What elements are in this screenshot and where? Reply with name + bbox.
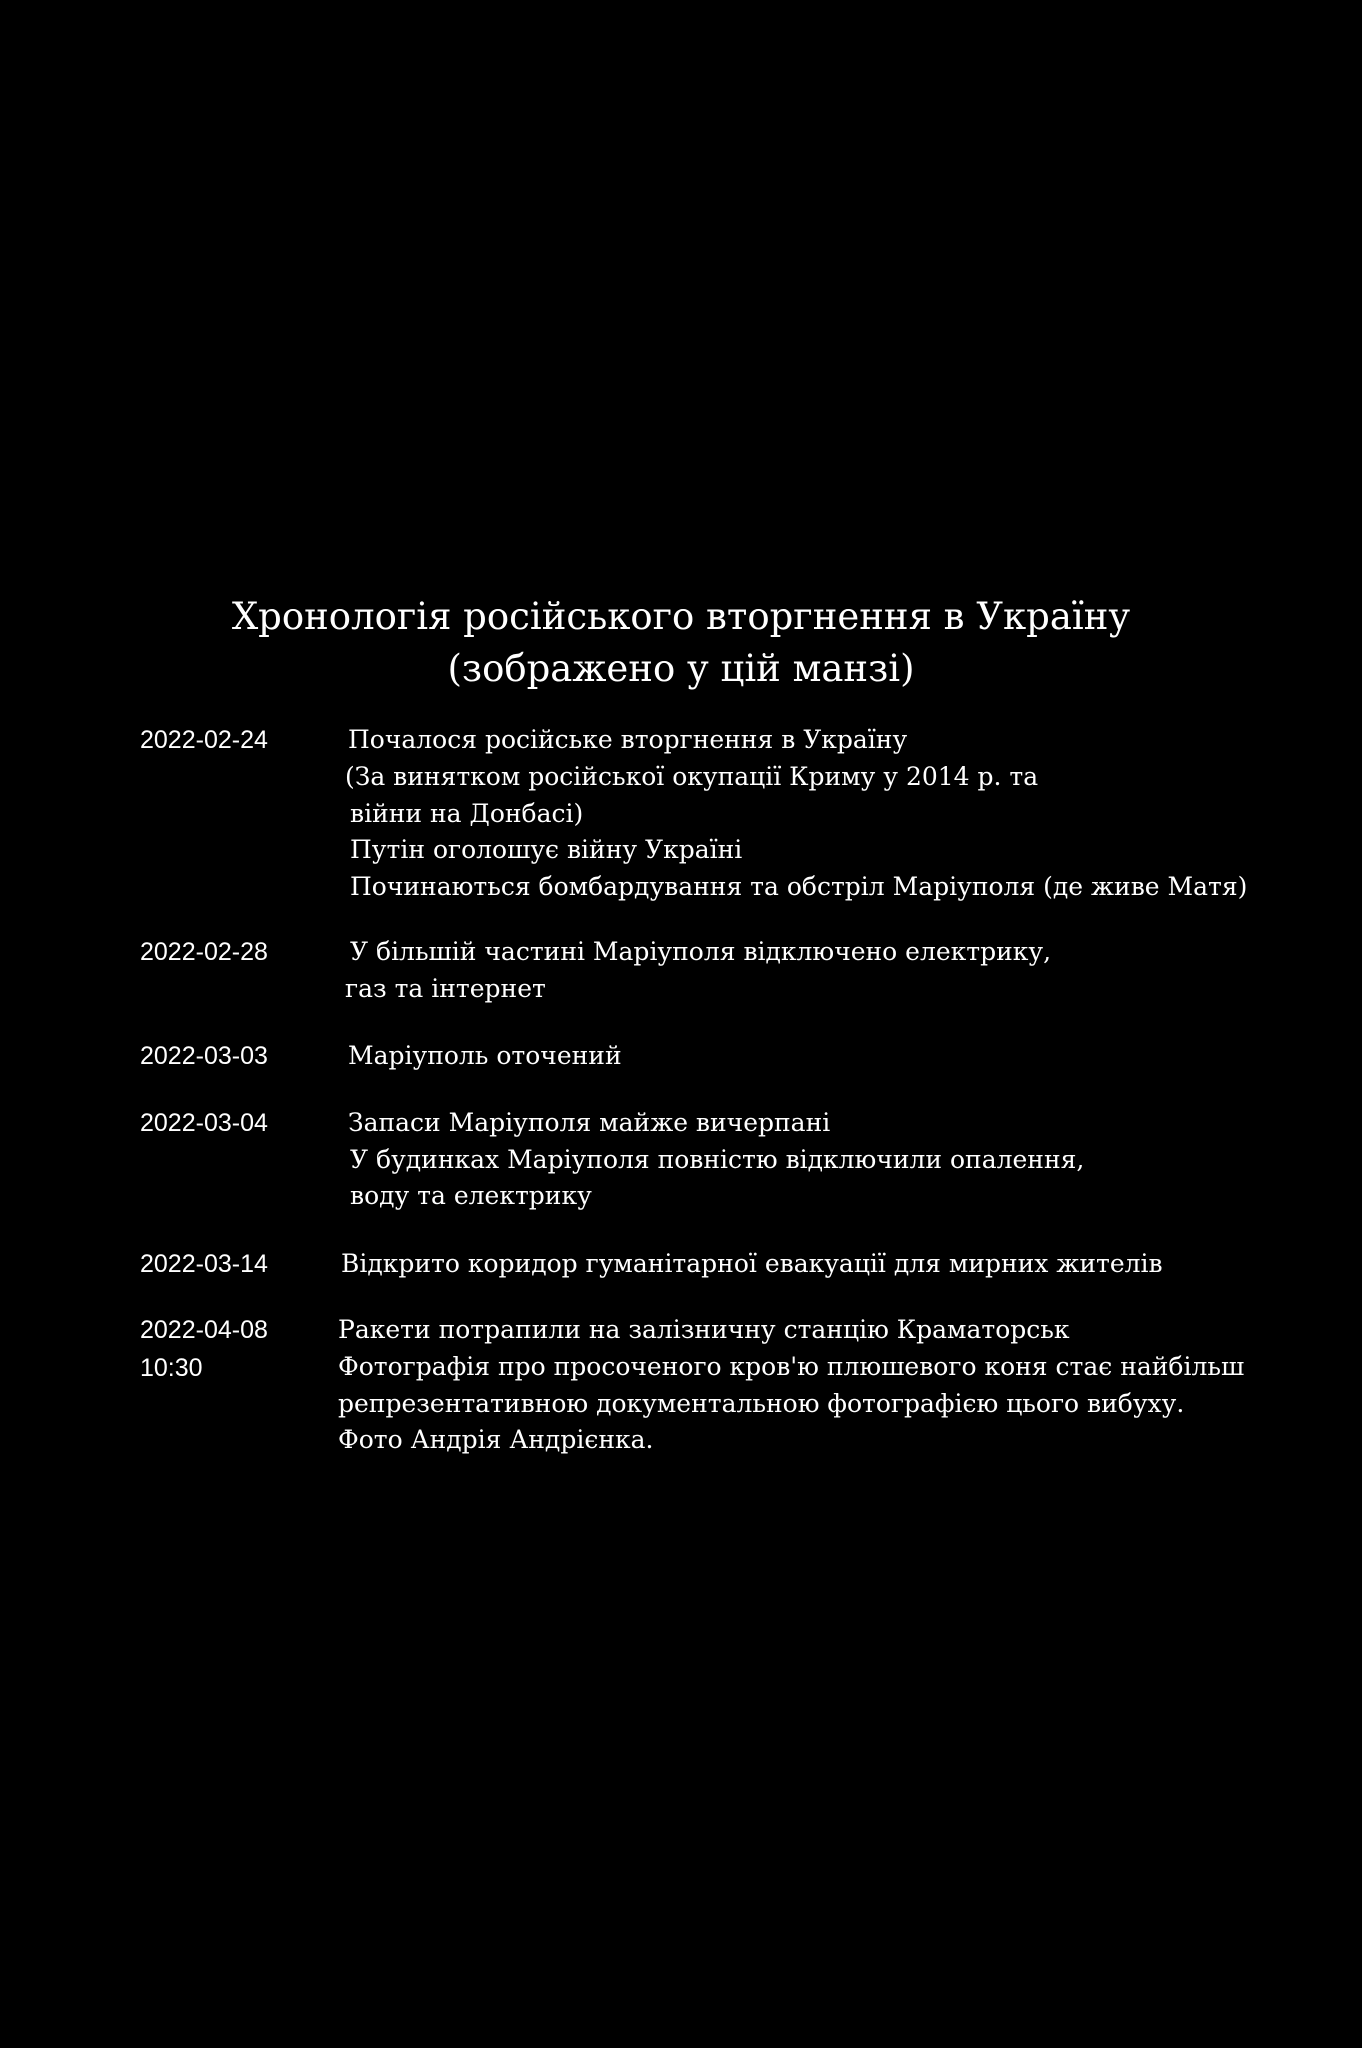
timeline-text-line: У більшій частині Маріуполя відключено електрику, xyxy=(350,937,1052,966)
timeline-text-line: воду та електрику xyxy=(350,1181,592,1210)
timeline-text-line: Ракети потрапили на залізничну станцію Краматорськ xyxy=(338,1315,1070,1344)
timeline-text-line: репрезентативною документальною фотографією цього вибуху. xyxy=(338,1389,1185,1418)
timeline-date: 2022-04-08 xyxy=(140,1316,268,1344)
timeline-text-line: Запаси Маріуполя майже вичерпані xyxy=(348,1108,831,1137)
timeline-text-line: Почалося російське вторгнення в Україну xyxy=(348,725,908,754)
timeline-text-line: війни на Донбасі) xyxy=(350,799,584,828)
timeline-text-line: Фотографія про просоченого кров'ю плюшевого коня стає найбільш xyxy=(338,1352,1245,1381)
timeline-text-line: Починаються бомбардування та обстріл Маріуполя (де живе Матя) xyxy=(350,872,1248,901)
timeline-time: 10:30 xyxy=(140,1354,203,1382)
timeline-text-line: Маріуполь оточений xyxy=(348,1041,622,1070)
timeline-date: 2022-02-24 xyxy=(140,726,268,754)
page-title: Хронологія російського вторгнення в Україну xyxy=(231,595,1131,638)
timeline-date: 2022-02-28 xyxy=(140,938,268,966)
timeline-text-line: газ та інтернет xyxy=(345,974,546,1003)
timeline-text-line: У будинках Маріуполя повністю відключили опалення, xyxy=(350,1145,1085,1174)
page-subtitle: (зображено у цій манзі) xyxy=(447,647,915,690)
timeline-text-line: Путін оголошує війну Україні xyxy=(350,835,743,864)
timeline-date: 2022-03-14 xyxy=(140,1250,268,1278)
timeline-text-line: (За винятком російської окупації Криму у 2014 р. та xyxy=(345,762,1039,791)
timeline-text-line: Відкрито коридор гуманітарної евакуації для мирних жителів xyxy=(341,1249,1163,1278)
timeline-text-line: Фото Андрія Андрієнка. xyxy=(338,1425,654,1454)
timeline-date: 2022-03-04 xyxy=(140,1109,268,1137)
timeline-date: 2022-03-03 xyxy=(140,1042,268,1070)
